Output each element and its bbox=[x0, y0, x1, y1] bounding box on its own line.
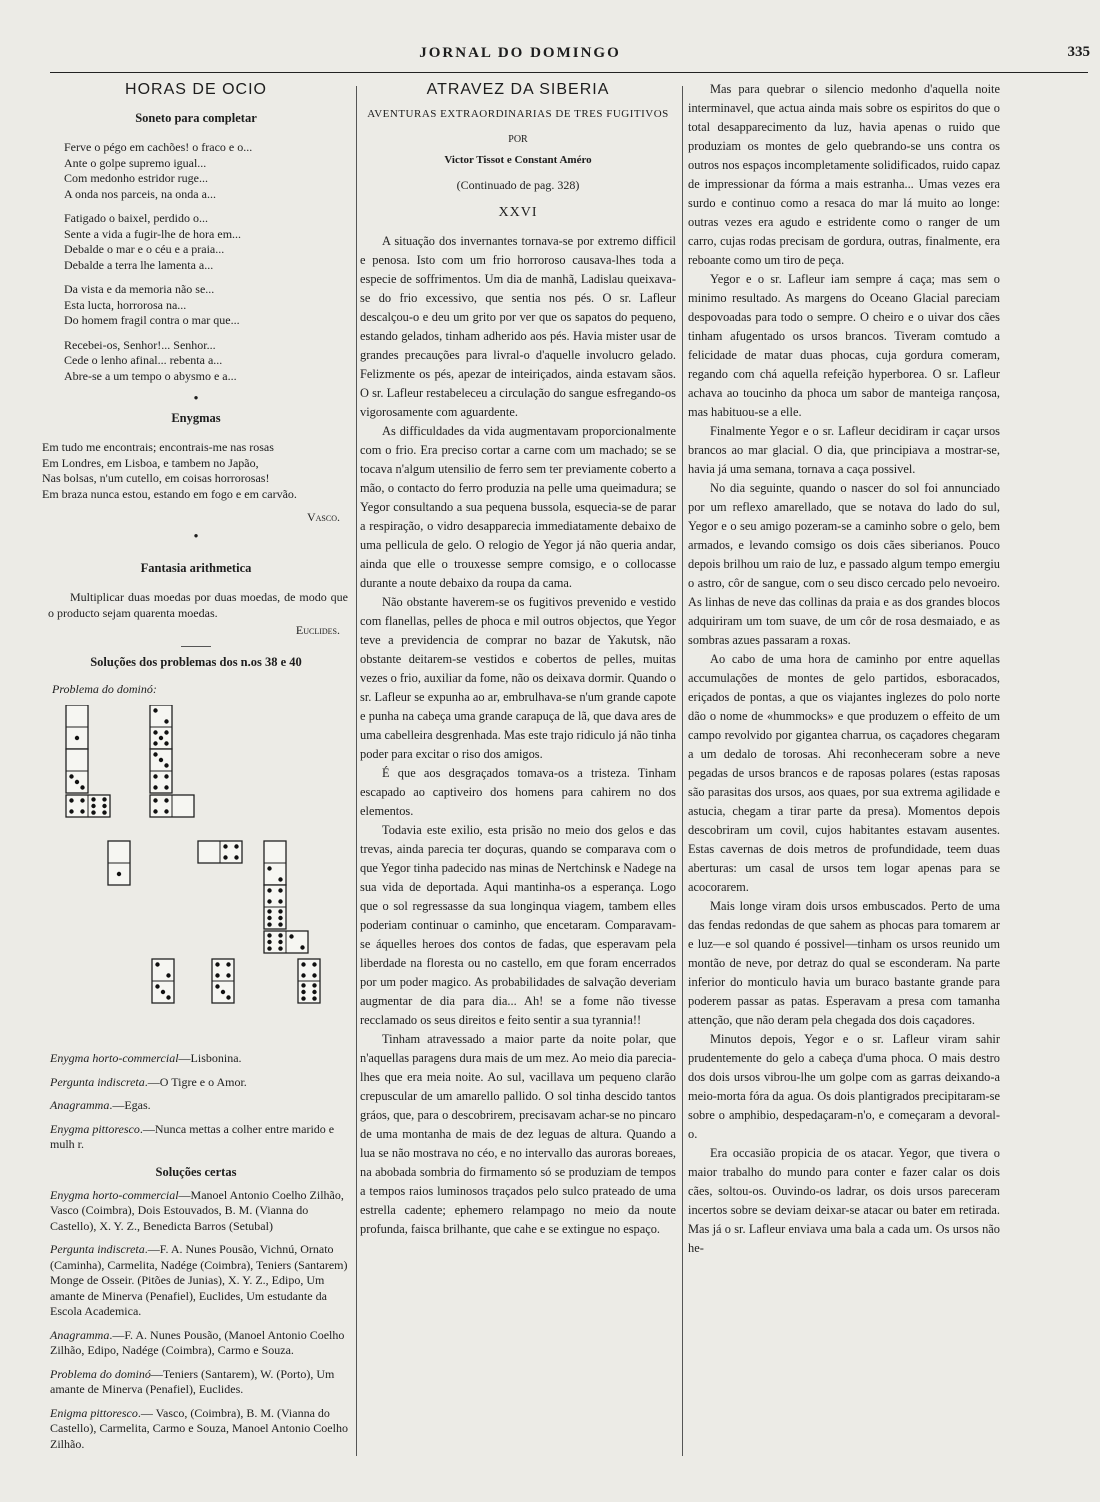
story-subtitle: AVENTURAS EXTRAORDINARIAS DE TRES FUGITIVOS bbox=[367, 108, 669, 120]
paragraph: Todavia este exilio, esta prisão no meio dos gelos e das trevas, ainda parecia ter doçuras, quando se comparava com o que Yegor tinha padecido nas minas de Nertchinsk e Nadege na sua vida de deportada. Aqui mantinha-os a esperança. Logo que o sol regressasse da sua longinqua viagem, tambem elles poderiam continuar o caminho, que encetaram. Comparavam-se áquelles heroes dos contos de fadas, que esperavam pela liberdade na floresta ou no castello, em que foram encerrados por um poder magico. As probabilidades de salvação deveriam augmentar de dia para dia... Ah! se a fome não tivesse recclamado os seus direitos e feito sentir a sua tyrannia!! bbox=[360, 823, 676, 1027]
domino-pip bbox=[153, 785, 157, 789]
solution-entry bbox=[50, 1098, 354, 1114]
solution-text: .— Vasco, (Coimbra), B. M. (Vianna do Castello), Carmelita, Carmo e Souza, Manoel Antonio Coelho Zilhão. bbox=[50, 1405, 348, 1451]
domino-tile bbox=[264, 841, 286, 885]
column-horas-de-ocio bbox=[38, 80, 354, 1492]
domino-pip bbox=[289, 934, 293, 938]
solution-entry bbox=[50, 1328, 354, 1359]
domino-pip bbox=[301, 962, 305, 966]
domino-pip bbox=[312, 973, 316, 977]
solution-text: .—F. A. Nunes Pousão, Vichnú, Ornato (Caminha), Carmelita, Nadége (Coimbra), Teniers (Santarem) Monge de Osseir. (Pitões de Junias), X. Y. Z., Edipo, Um amante de Minerva (Penafiel), Euclides, Um estudante da Escola Academica. bbox=[50, 1242, 348, 1318]
stanza bbox=[64, 282, 354, 329]
verse-line: Do homem fragil contra o mar que... bbox=[64, 313, 240, 327]
verse-line: Abre-se a um tempo o abysmo e a... bbox=[64, 368, 237, 383]
domino-label: Problema do dominó: bbox=[52, 682, 157, 696]
domino-pip bbox=[80, 809, 84, 813]
paragraph: Mais longe viram dois ursos embuscados. Perto de uma das fendas redondas de que sahem as phocas para tomarem ar e luz—e sol quando é possivel—tinham os ursos reunido um montão de neve, por detraz do qual se esconderam. Na parte inferior do monticulo havia um buraco bastante grande para poderem passar as patas. Esperavam a presa com tamanha attenção, que não deram pela chegada dos dois caçadores. bbox=[688, 899, 1000, 1027]
verse-line: Da vista e da memoria não se... bbox=[64, 282, 215, 296]
verse-line: Recebei-os, Senhor!... Senhor... bbox=[64, 337, 216, 352]
paragraph: Era occasião propicia de os atacar. Yegor, que tivera o maior trabalho do mundo para conter e fazer calar os dois cães, soltou-os. Ouvindo-os ladrar, os dois ursos pareceram incertos sobre se deviam deixar-se atacar ou bater em retirada. Mas já o sr. Lafleur enviava uma bala a cada um. Os ursos não he- bbox=[688, 1146, 1000, 1255]
separator-dot: ● bbox=[193, 531, 199, 540]
verse-line: Em Londres, em Lisboa, e tambem no Japão, bbox=[42, 455, 259, 470]
verse-line: Sente a vida a fugir-lhe de hora em... bbox=[64, 226, 242, 241]
domino-pip bbox=[80, 798, 84, 802]
solution-label: Anagramma bbox=[50, 1098, 110, 1112]
solution-label: Enygma horto-commercial bbox=[50, 1187, 179, 1202]
domino-pip bbox=[300, 945, 304, 949]
domino-pip bbox=[278, 909, 282, 913]
verse-line: Fatigado o baixel, perdido o... bbox=[64, 211, 208, 225]
story-title: ATRAVEZ DA SIBERIA bbox=[426, 81, 610, 98]
sonnet bbox=[64, 140, 354, 384]
certas-list bbox=[38, 1188, 354, 1453]
solution-label: Enigma pittoresco bbox=[50, 1405, 138, 1420]
masthead: JORNAL DO DOMINGO bbox=[419, 45, 621, 61]
domino-pip bbox=[223, 844, 227, 848]
domino-pip bbox=[312, 990, 316, 994]
domino-pip bbox=[164, 774, 168, 778]
stanza bbox=[64, 140, 354, 202]
domino-pip bbox=[102, 810, 106, 814]
solution-text: —Manoel Antonio Coelho Zilhão, Vasco (Coimbra), Dois Estouvados, B. M. (Vianna do Castello), X. Y. Z., Benedicta Barros (Setubal) bbox=[50, 1187, 344, 1233]
domino-pip bbox=[278, 916, 282, 920]
domino-pip bbox=[164, 730, 168, 734]
domino-pip bbox=[226, 973, 230, 977]
solution-text: —Teniers (Santarem), W. (Porto), Um amante de Minerva (Penafiel), Euclides. bbox=[50, 1366, 335, 1396]
domino-tile bbox=[150, 795, 194, 817]
story-continued: (Continuado de pag. 328) bbox=[456, 178, 580, 192]
domino-pip bbox=[164, 719, 168, 723]
paragraph: Minutos depois, Yegor e o sr. Lafleur viram sahir prudentemente do gelo a cabeça d'uma phoca. O mais destro dos dois ursos vibrou-lhe um golpe com as garras deixando-a meio-morta fóra da agua. Os dois plantigrados precipitaram-se sobre o amphibio, despedaçaram-n'o, e começaram a devoral-o. bbox=[688, 1032, 1000, 1141]
domino-diagram bbox=[38, 705, 338, 1041]
enigmas-title: Enygmas bbox=[171, 411, 221, 425]
domino-pip bbox=[226, 995, 230, 999]
story-authors: Victor Tissot e Constant Améro bbox=[444, 154, 592, 166]
solution-entry bbox=[50, 1367, 354, 1398]
domino-tile bbox=[150, 749, 172, 793]
paragraph: No dia seguinte, quando o nascer do sol foi annunciado por um reflexo amarellado, que se notava do lado do sul, Yegor e o seu amigo pozeram-se a caminho sobre o gelo, bem armados, e levando comsigo os dois cães siberianos. Pouco depois brilhou um raio de luz, e passado algum tempo emergiu o astro, côr de sangue, com o seu disco cercado pelo nevoeiro. As linhas de neve das collinas da praia e as dos grandes blocos adquiriram um tom suave, de um côr de rosa desmaiado, e as sombras azues passaram a roxas. bbox=[688, 481, 1000, 647]
domino-pip bbox=[80, 785, 84, 789]
domino-pip bbox=[164, 809, 168, 813]
chapter-number: XXVI bbox=[498, 205, 538, 220]
solution-entry bbox=[50, 1242, 354, 1320]
domino-pip bbox=[267, 866, 271, 870]
domino-pip bbox=[166, 973, 170, 977]
solution-label: Pergunta indiscreta bbox=[50, 1242, 145, 1256]
fantasia-title: Fantasia arithmetica bbox=[140, 561, 252, 575]
page-header bbox=[50, 44, 1090, 68]
solution-text: .—F. A. Nunes Pousão, (Manoel Antonio Coelho Zilhão, Edipo, Nadége (Coimbra), Carmo e Souza. bbox=[50, 1327, 345, 1357]
solution-label: Problema do dominó bbox=[50, 1366, 151, 1381]
domino-pip bbox=[278, 888, 282, 892]
domino-pip bbox=[278, 877, 282, 881]
domino-pip bbox=[301, 990, 305, 994]
domino-pip bbox=[69, 809, 73, 813]
stanza bbox=[64, 211, 354, 273]
domino-pip bbox=[153, 741, 157, 745]
verse-line: Esta lucta, horrorosa na... bbox=[64, 297, 187, 312]
fantasia-text: Multiplicar duas moedas por duas moedas, de modo que o producto sejam quarenta moedas. bbox=[48, 590, 348, 620]
verse-line: Ferve o pégo em cachões! o fraco e o... bbox=[64, 140, 253, 154]
solution-entry bbox=[50, 1406, 354, 1453]
domino-pip bbox=[153, 730, 157, 734]
domino-pip bbox=[155, 984, 159, 988]
column-siberia-continued bbox=[688, 80, 1000, 1492]
domino-pip bbox=[153, 752, 157, 756]
domino-pip bbox=[75, 780, 79, 784]
enigma-author: Vasco. bbox=[306, 510, 340, 524]
solution-text: .—Egas. bbox=[109, 1098, 151, 1112]
solution-text: .—O Tigre e o Amor. bbox=[144, 1074, 247, 1089]
solution-label: Enygma horto-commercial bbox=[50, 1051, 179, 1065]
domino-tile bbox=[298, 959, 320, 1003]
domino-pip bbox=[153, 774, 157, 778]
domino-tile bbox=[108, 841, 130, 885]
fantasia-author: Euclides. bbox=[295, 623, 340, 637]
domino-pip bbox=[215, 962, 219, 966]
solution-text: —Lisbonina. bbox=[178, 1051, 242, 1065]
domino-pip bbox=[164, 741, 168, 745]
story-body bbox=[360, 232, 676, 1239]
paragraph: As difficuldades da vida augmentavam proporcionalmente com o frio. Era preciso cortar a carne com um machado; se se tocava n'algum utensilio de ferro sem ter previamente coberto a mão, o contacto do ferro produzia na pelle uma queimadura; se Yegor consultando a sua pequena bussola, esquecia-se de parar a respiração, o vidro desapparecia immediatamente debaixo de uma pellicula de gelo. O relogio de Yegor já não queria andar, ainda que elle o trouxesse sempre comsigo, e o collocasse durante a noute debaixo da roupa da cama. bbox=[360, 424, 676, 590]
column-divider bbox=[682, 86, 683, 1456]
paragraph: A situação dos invernantes tornava-se por extremo difficil e penosa. Isto com um frio horroroso causava-lhes toda a especie de soffrimentos. Um dia de manhã, Ladislau queixava-se do frio excessivo, que sentia nos pés. O sr. Lafleur descalçou-o e deu um grito por ver que os sapatos do pequeno, estando gelados, tinham adherido aos pés. Havia mister usar de grandes precauções para livral-o d'aquelle involucro gelado. Felizmente os pés, apezar de inteiriçados, ainda estavam sãos. O sr. Lafleur restabeleceu a circulação do sangue esfregando-os vigorosamente com aguardente. bbox=[360, 234, 676, 419]
domino-pip bbox=[278, 922, 282, 926]
verse-line: Cede o lenho afinal... rebenta a... bbox=[64, 353, 223, 367]
domino-pip bbox=[91, 804, 95, 808]
solution-entry bbox=[50, 1051, 354, 1067]
domino-pip bbox=[164, 763, 168, 767]
domino-pip bbox=[312, 962, 316, 966]
domino-pip bbox=[153, 708, 157, 712]
domino-pip bbox=[278, 899, 282, 903]
domino-pip bbox=[102, 797, 106, 801]
domino-pip bbox=[301, 996, 305, 1000]
column-siberia bbox=[360, 80, 676, 1492]
header-rule bbox=[50, 72, 1088, 73]
domino-pip bbox=[153, 798, 157, 802]
paragraph: Tinham atravessado a maior parte da noite polar, que n'aquellas paragens dura mais de um mez. Ao meio dia parecia-lhes que era meia noite. Ao sul, vacillava um pequeno clarão crepuscular de um amarello pallido. O sol tinha descido tantos gráos, que, para o descobrirem, precisavam achar-se no pincaro de uma montanha de mais de dez leguas de altura. Quando a lua se não mostrava no céo, e no intervallo das auroras boreaes, na abobada sombria do firmamento só se produziam de tempos a tempos raios luminosos traçados pelo sulco prateado de uma estrella cadente; ephemero relampago no meio da noute profunda, faisca brilhante, que cahe e se extingue no espaço. bbox=[360, 1032, 676, 1236]
section-title: HORAS DE OCIO bbox=[125, 81, 267, 98]
domino-pip bbox=[164, 798, 168, 802]
domino-pip bbox=[91, 797, 95, 801]
domino-pip bbox=[267, 899, 271, 903]
domino-pip bbox=[69, 774, 73, 778]
domino-pip bbox=[91, 810, 95, 814]
domino-pip bbox=[159, 758, 163, 762]
domino-tile bbox=[152, 959, 174, 1003]
domino-pip bbox=[267, 916, 271, 920]
paragraph: Ao cabo de uma hora de caminho por entre aquellas accumulações de montes de gelo partidos, esboracados, eriçados de pontas, a que os viajantes inglezes do polo norte dão o nome de «hummocks» e que produzem o effeito de um campo revolvido por gigantea charrua, os caçadores chegaram a um dedalo de torosas. Ahi reconheceram sobre a neve pegadas de ursos brancos e de raposas polares (estas raposas são parasitas dos ursos, aos quaes, por sua extrema agilidade e astucia, chegam a tirar parte da presa). Momentos depois descobriram um covil, cujos habitantes estavam ausentes. Estas cavernas de dois metros de profundidade, teem duas aberturas: um casal de ursos tem logar apenas para se acocorarem. bbox=[688, 652, 1000, 894]
verse-line: Debalde o mar e o céu e a praia... bbox=[64, 242, 225, 256]
solution-entry bbox=[50, 1075, 354, 1091]
paragraph: Yegor e o sr. Lafleur iam sempre á caça; mas sem o minimo resultado. As margens do Oceano Glacial pareciam despovoadas para todo o sempre. O cheiro e o uivar dos cães tinham afugentado os ursos brancos. Tiveram comtudo a felicidade de matar duas phocas, cuja gordura comeram, regando com chá aquella refeição hyperborea. O sr. Lafleur achava ao toucinho da phoca um sabor de manteiga rançosa, mas habituou-se a elle. bbox=[688, 272, 1000, 419]
domino-pip bbox=[223, 855, 227, 859]
domino-tile bbox=[264, 931, 308, 953]
domino-tile bbox=[198, 841, 242, 863]
domino-pip bbox=[69, 798, 73, 802]
short-rule bbox=[181, 646, 211, 647]
verse-line: Com medonho estridor ruge... bbox=[64, 171, 208, 185]
domino-pip bbox=[226, 962, 230, 966]
domino-pip bbox=[234, 855, 238, 859]
domino-pip bbox=[234, 844, 238, 848]
sonnet-title: Soneto para completar bbox=[135, 111, 257, 125]
domino-pip bbox=[75, 736, 79, 740]
page-number: 335 bbox=[1067, 44, 1090, 60]
domino-pip bbox=[166, 995, 170, 999]
domino-pip bbox=[215, 984, 219, 988]
paragraph: Mas para quebrar o silencio medonho d'aquella noite interminavel, que actua ainda mais sobre os espiritos do que o total desapparecimento da luz, havia apenas o ruido que produziam os montes de gelo quebrando-se uns contra os outros nos espaços incompletamente solidificados, ruido capaz de impressionar da fórma a mais estranha... Umas vezes era surdo e continuo como a resaca do mar lá muito ao longe: outras vezes era agudo e estridente como o ranger de um carro, cujas rodas precisam de gordura, outras, finalmente, era reboante como um tiro de peça. bbox=[688, 82, 1000, 267]
domino-pip bbox=[153, 809, 157, 813]
domino-pip bbox=[267, 922, 271, 926]
domino-pip bbox=[312, 996, 316, 1000]
verse-line: Nas bolsas, n'um cutello, em coisas horrorosas! bbox=[42, 471, 270, 485]
domino-pip bbox=[102, 804, 106, 808]
domino-pip bbox=[215, 973, 219, 977]
solution-text: .—Nunca mettas a colher entre marido e mulh r. bbox=[50, 1121, 335, 1151]
paragraph: Finalmente Yegor e o sr. Lafleur decidiram ir caçar ursos brancos ao mar glacial. O dia, que principiava a mostrar-se, havia já uma semana, tornava a caça possivel. bbox=[688, 424, 1000, 476]
enigma-verse bbox=[42, 440, 354, 502]
certas-title: Soluções certas bbox=[155, 1164, 237, 1179]
column-divider bbox=[356, 86, 357, 1456]
stanza bbox=[64, 338, 354, 385]
verse-line: Ante o golpe supremo igual... bbox=[64, 155, 207, 170]
domino-pip bbox=[267, 940, 271, 944]
domino-tile bbox=[66, 705, 88, 749]
verse-line: Em tudo me encontrais; encontrais-me nas rosas bbox=[42, 440, 274, 454]
story-by: POR bbox=[508, 134, 528, 145]
domino-pip bbox=[117, 872, 121, 876]
solution-label: Pergunta indiscreta bbox=[50, 1074, 145, 1089]
solutions-title: Soluções dos problemas dos n.os 38 e 40 bbox=[90, 655, 302, 669]
domino-pip bbox=[278, 940, 282, 944]
separator-dot: ● bbox=[193, 393, 199, 402]
verse-line: A onda nos parceis, na onda a... bbox=[64, 186, 216, 201]
paragraph: É que aos desgraçados tomava-os a tristeza. Tinham escapado ao captiveiro dos homens para cahirem no dos elementos. bbox=[360, 766, 676, 818]
domino-pip bbox=[267, 946, 271, 950]
domino-pip bbox=[301, 983, 305, 987]
domino-tile bbox=[66, 795, 110, 817]
solution-entry bbox=[50, 1122, 354, 1153]
domino-pip bbox=[267, 933, 271, 937]
domino-pip bbox=[161, 990, 165, 994]
solution-label: Anagramma bbox=[50, 1327, 110, 1342]
verse-line: Debalde a terra lhe lamenta a... bbox=[64, 257, 214, 272]
story-body-continued bbox=[688, 80, 1000, 1258]
domino-pip bbox=[301, 973, 305, 977]
solution-label: Enygma pittoresco bbox=[50, 1121, 140, 1136]
domino-pip bbox=[267, 888, 271, 892]
domino-tile bbox=[212, 959, 234, 1003]
domino-tile bbox=[66, 749, 88, 793]
verse-line: Em braza nunca estou, estando em fogo e em carvão. bbox=[42, 486, 297, 501]
domino-pip bbox=[278, 946, 282, 950]
answers-list bbox=[38, 1051, 354, 1153]
paragraph: Não obstante haverem-se os fugitivos prevenido e vestido com flanellas, pelles de phoca e mil outros objectos, que Yegor teve a previdencia de comprar no bazar de Yakutsk, não obstante deitarem-se vestidos e cobertos de pelles, muitas vezes o frio, auxiliar da fome, não os deixava dormir. Quando o sr. Lafleur se expunha ao ar, embrulhava-se n'um grande capote e punha na cabeça uma grande carapuça de lã, que dava ares de uma cabelleira desgrenhada. Mas este trajo ridiculo já não tinha poder para excitar o riso dos amigos. bbox=[360, 595, 676, 761]
solution-entry bbox=[50, 1188, 354, 1235]
domino-tile bbox=[264, 885, 286, 929]
domino-tile bbox=[150, 705, 172, 749]
domino-pip bbox=[221, 990, 225, 994]
domino-pip bbox=[267, 909, 271, 913]
domino-pip bbox=[164, 785, 168, 789]
domino-pip bbox=[312, 983, 316, 987]
domino-pip bbox=[278, 933, 282, 937]
domino-pip bbox=[159, 736, 163, 740]
domino-pip bbox=[155, 962, 159, 966]
